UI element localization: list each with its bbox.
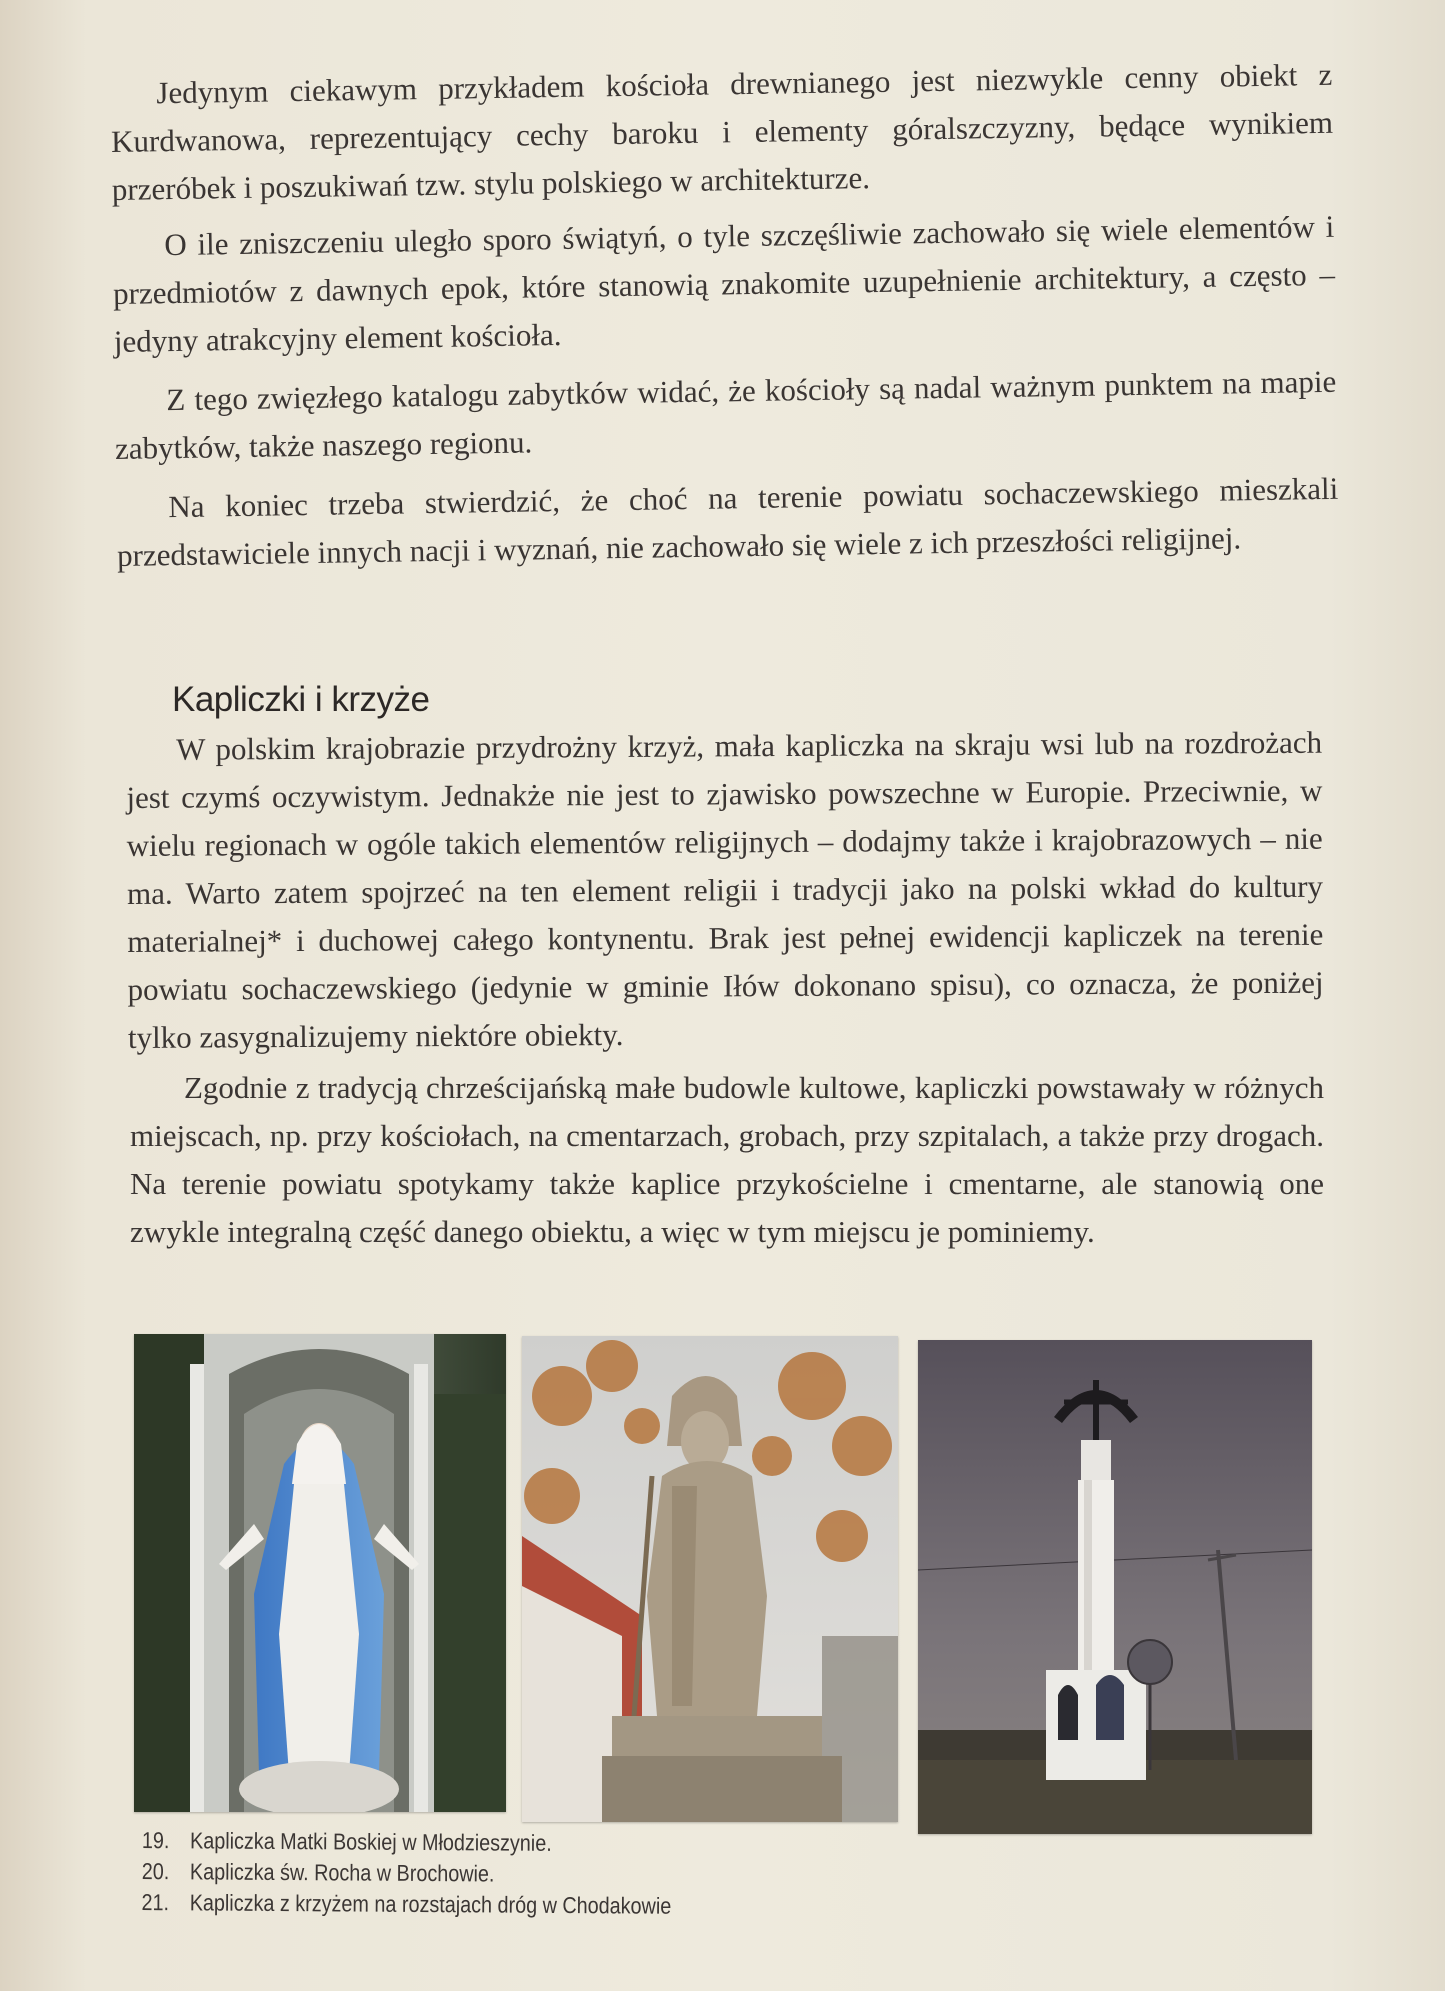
caption-text: Kapliczka św. Rocha w Brochowie. — [189, 1858, 495, 1887]
paragraph-kurdwanow: Jedynym ciekawym przykładem kościoła drewnianego jest niezwykle cenny obiekt z Kurdwanowa, reprezentujący cechy baroku i elementy góralszczyzny, będące wynikiem przeróbek i poszukiwań tzw. stylu polskiego w architekturze. — [110, 56, 1334, 207]
caption-19 — [142, 1825, 672, 1860]
section-heading: Kapliczki i krzyże — [172, 680, 430, 719]
caption-text: Kapliczka Matki Boskiej w Młodzieszynie. — [190, 1827, 552, 1856]
caption-text: Kapliczka z krzyżem na rozstajach dróg w Chodakowie — [189, 1889, 672, 1919]
caption-number: 20. — [141, 1857, 170, 1885]
caption-number: 19. — [141, 1827, 170, 1854]
photo-saint-roch-statue — [522, 1336, 898, 1822]
paragraph-chapel-locations: Zgodnie z tradycją chrześcijańską małe budowle kultowe, kapliczki powstawały w różnych miejscach, np. przy kościołach, na cmentarzach, grobach, przy szpitalach, a także przy drogach. Na terenie powiatu spotykamy także kaplice przykościelne i cmentarne, ale stanowią one zwykle integralną część danego obiektu, a więc w tym miejscu je pominiemy. — [130, 1070, 1324, 1249]
paragraph-preserved-elements: O ile zniszczeniu uległo sporo świątyń, o tyle szczęśliwie zachowało się wiele elementów i przedmiotów z dawnych epok, które stanowią znakomite uzupełnienie architektury, a często – jedyny atrakcyjny element kościoła. — [112, 208, 1336, 359]
caption-21 — [142, 1887, 672, 1922]
photo-chapel-cross-crossroads — [918, 1340, 1312, 1834]
caption-20 — [142, 1856, 672, 1891]
photo-virgin-mary-shrine — [134, 1334, 506, 1812]
paragraph-other-faiths: Na koniec trzeba stwierdzić, że choć na terenie powiatu sochaczewskiego mieszkali przedstawiciele innych nacji i wyznań, nie zachowało się wiele z ich przeszłości religijnej. — [116, 470, 1339, 573]
caption-number: 21. — [141, 1888, 170, 1916]
figure-captions — [142, 1825, 672, 1922]
paragraph-catalog-summary: Z tego zwięzłego katalogu zabytków widać, że kościoły są nadal ważnym punktem na mapie zabytków, także naszego regionu. — [114, 363, 1337, 466]
paragraph-roadside-crosses: W polskim krajobrazie przydrożny krzyż, mała kapliczka na skraju wsi lub na rozdrożach jest czymś oczywistym. Jednakże nie jest to zjawisko powszechne w Europie. Przeciwnie, w wielu regionach w ogóle takich elementów religijnych – dodajmy także i krajobrazowych – nie ma. Warto zatem spojrzeć na ten element religii i tradycji jako na polski wkład do kultury materialnej* i duchowej całego kontynentu. Brak jest pełnej ewidencji kapliczek na terenie powiatu sochaczewskiego (jedynie w gminie Iłów dokonano spisu), co oznacza, że poniżej tylko zasygnalizujemy niektóre obiekty. — [126, 724, 1324, 1055]
